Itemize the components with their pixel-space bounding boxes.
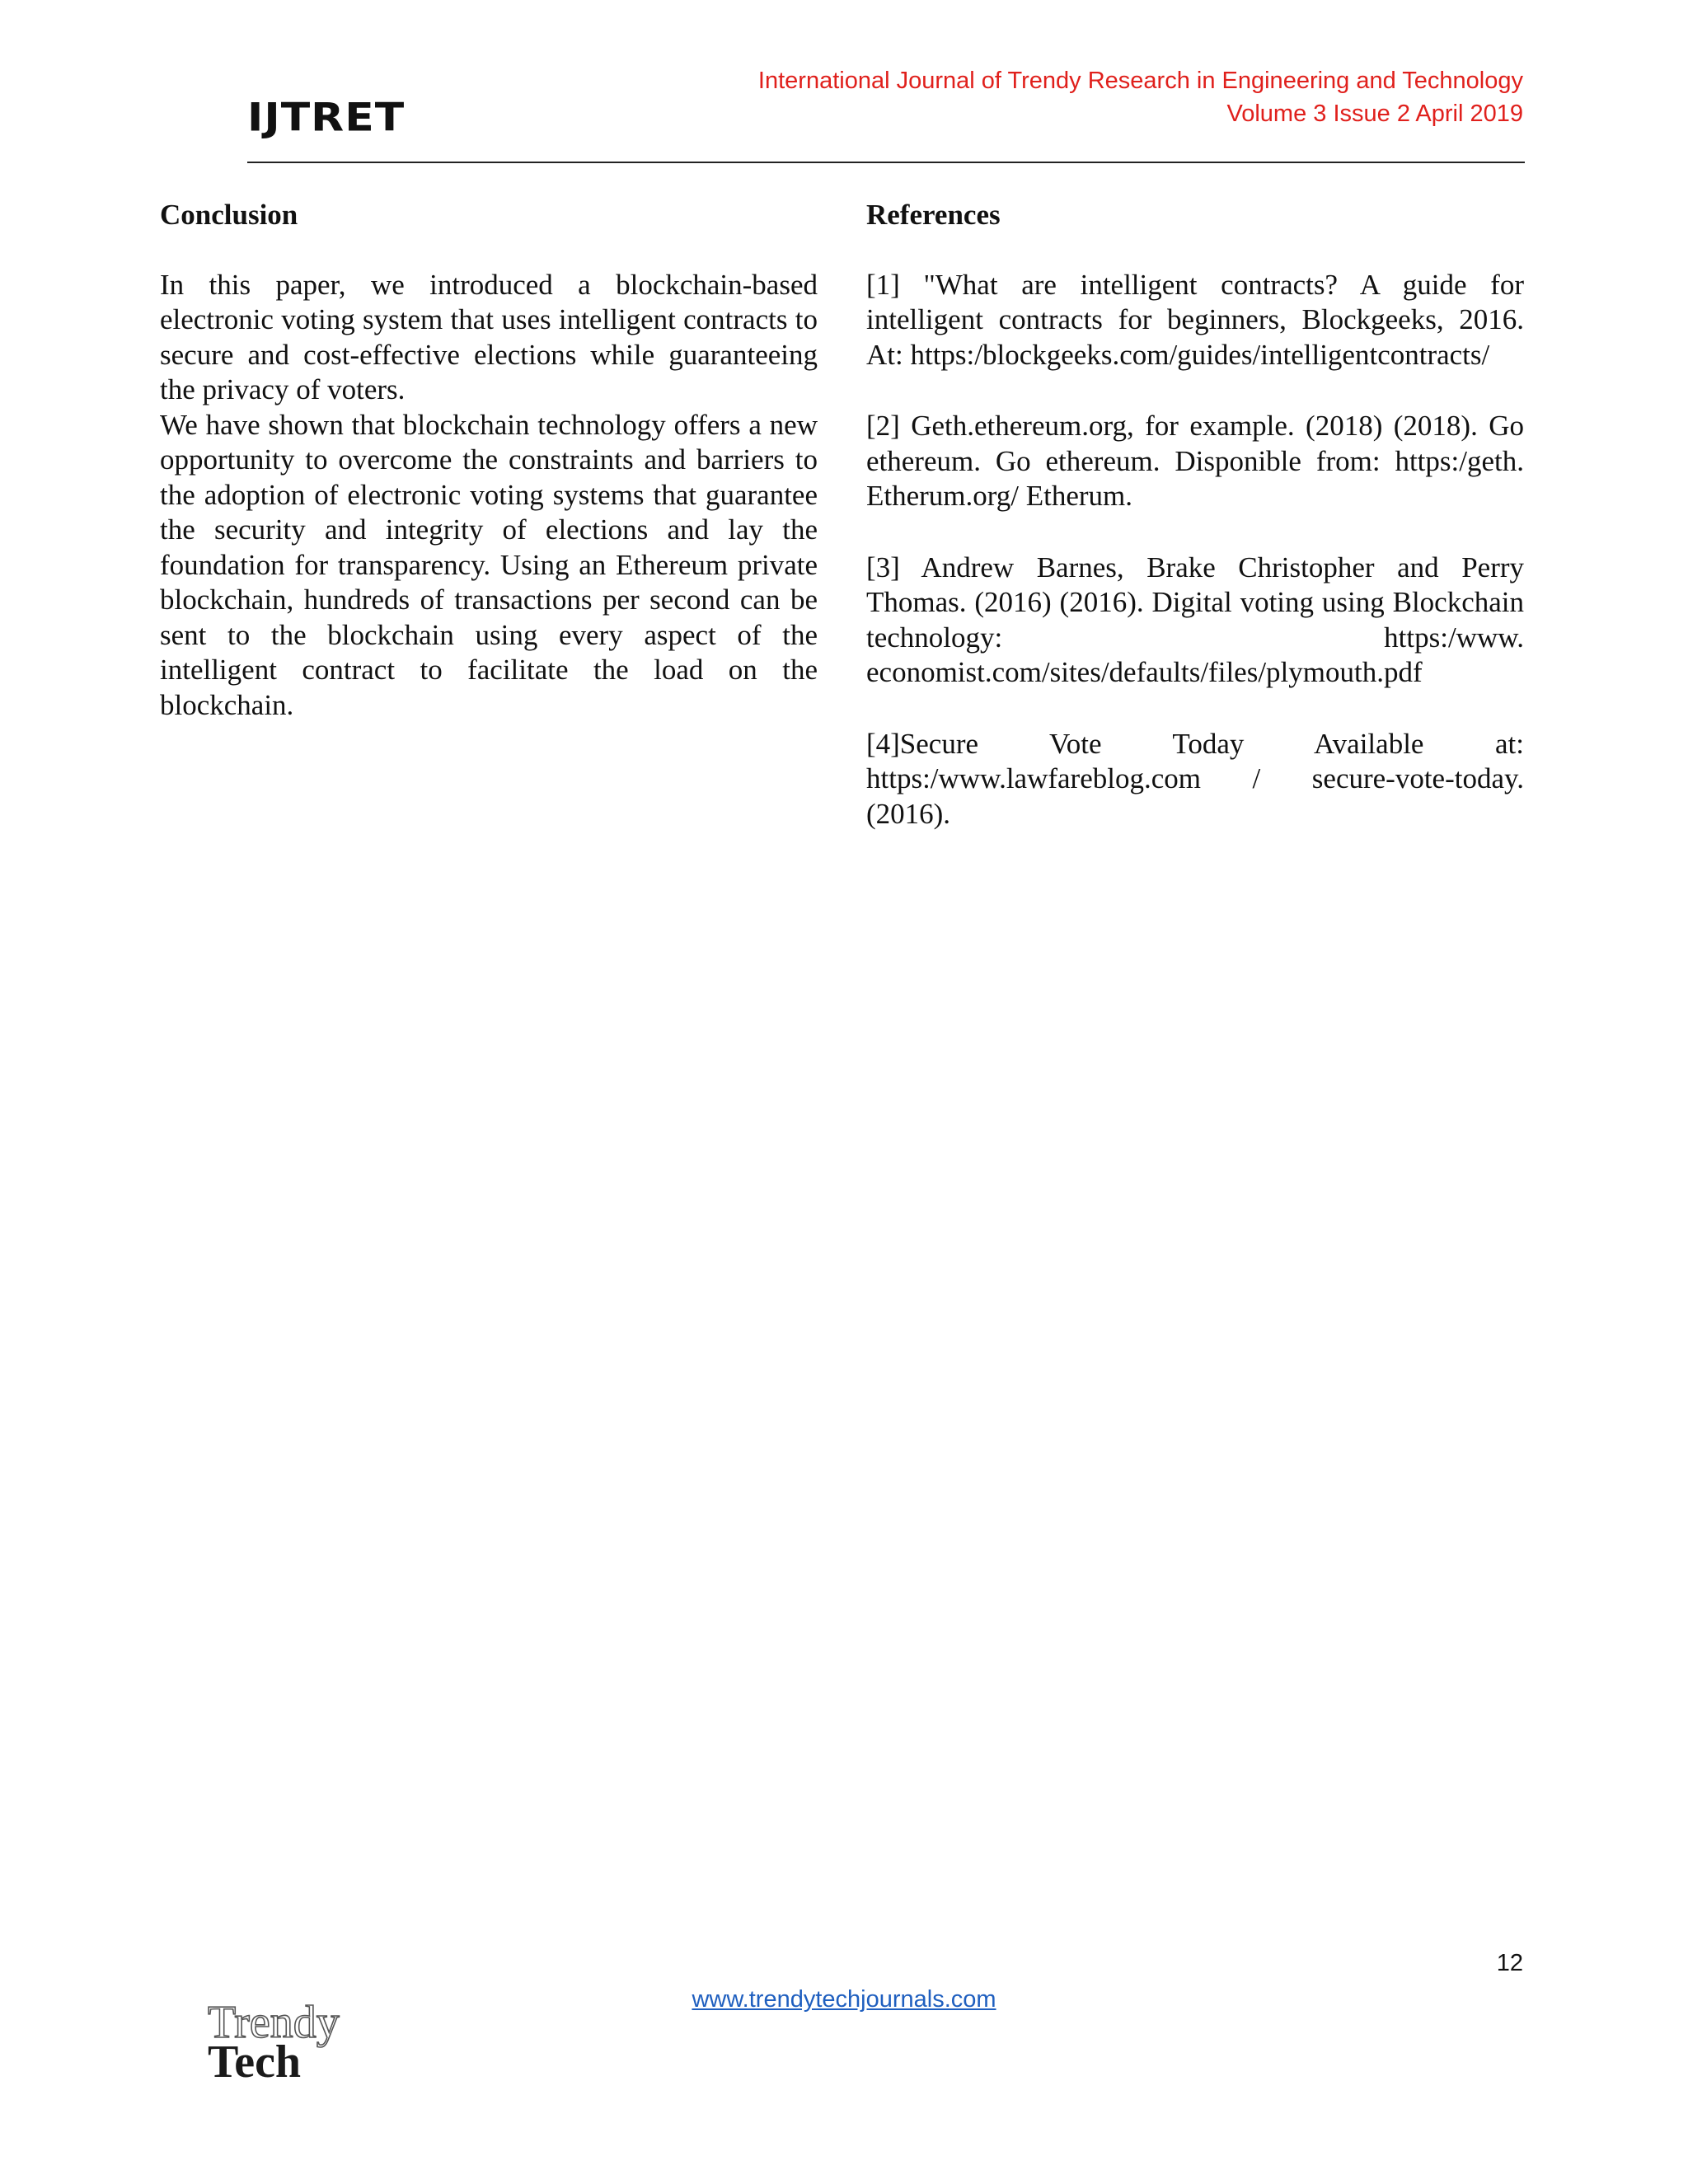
journal-name: International Journal of Trendy Research in Engineering and Technology — [757, 68, 1523, 94]
website-link[interactable]: www.trendytechjournals.com — [692, 1986, 996, 2013]
references-section — [866, 198, 1524, 868]
page-number: 12 — [1496, 1950, 1523, 1976]
reference-item: [2] Geth.ethereum.org, for example. (2018) (2018). Go ethereum. Go ethereum. Disponible from: https:/geth. Etherum.org/ Etherum. — [866, 410, 1524, 512]
journal-issue: Volume 3 Issue 2 April 2019 — [1226, 101, 1523, 127]
references-heading: References — [866, 199, 1001, 231]
reference-item: [3] Andrew Barnes, Brake Christopher and Perry Thomas. (2016) (2016). Digital voting using Blockchain technology: https:/www. economist.com/sites/defaults/files/plymouth.pdf — [866, 551, 1524, 688]
journal-logo: IJTRET — [247, 96, 406, 140]
journal-header — [758, 64, 1523, 130]
trendy-tech-logo — [204, 1994, 386, 2085]
logo-word-tech: Tech — [208, 2036, 302, 2085]
reference-item: [1] "What are intelligent contracts? A guide for intelligent contracts for beginners, Blockgeeks, 2016. At: https:/blockgeeks.com/guides/intelligentcontracts/ — [866, 268, 1524, 371]
reference-item: [4]Secure Vote Today Available at: https:/www.lawfareblog.com / secure-vote-today. (2016). — [866, 727, 1524, 830]
conclusion-section — [160, 198, 818, 723]
conclusion-paragraph: In this paper, we introduced a blockchain-based electronic voting system that uses intelligent contracts to secure and cost-effective elections while guaranteeing the privacy of voters. — [160, 268, 818, 405]
conclusion-heading: Conclusion — [160, 199, 298, 231]
conclusion-paragraph: We have shown that blockchain technology offers a new opportunity to overcome the constraints and barriers to the adoption of electronic voting systems that guarantee the security and integrity of elections and lay the foundation for transparency. Using an Ethereum private blockchain, hundreds of transactions per second can be sent to the blockchain using every aspect of the intelligent contract to facilitate the load on the blockchain. — [160, 408, 818, 721]
logo-word-trendy: Trendy — [208, 1997, 340, 2048]
header-divider — [247, 162, 1525, 163]
